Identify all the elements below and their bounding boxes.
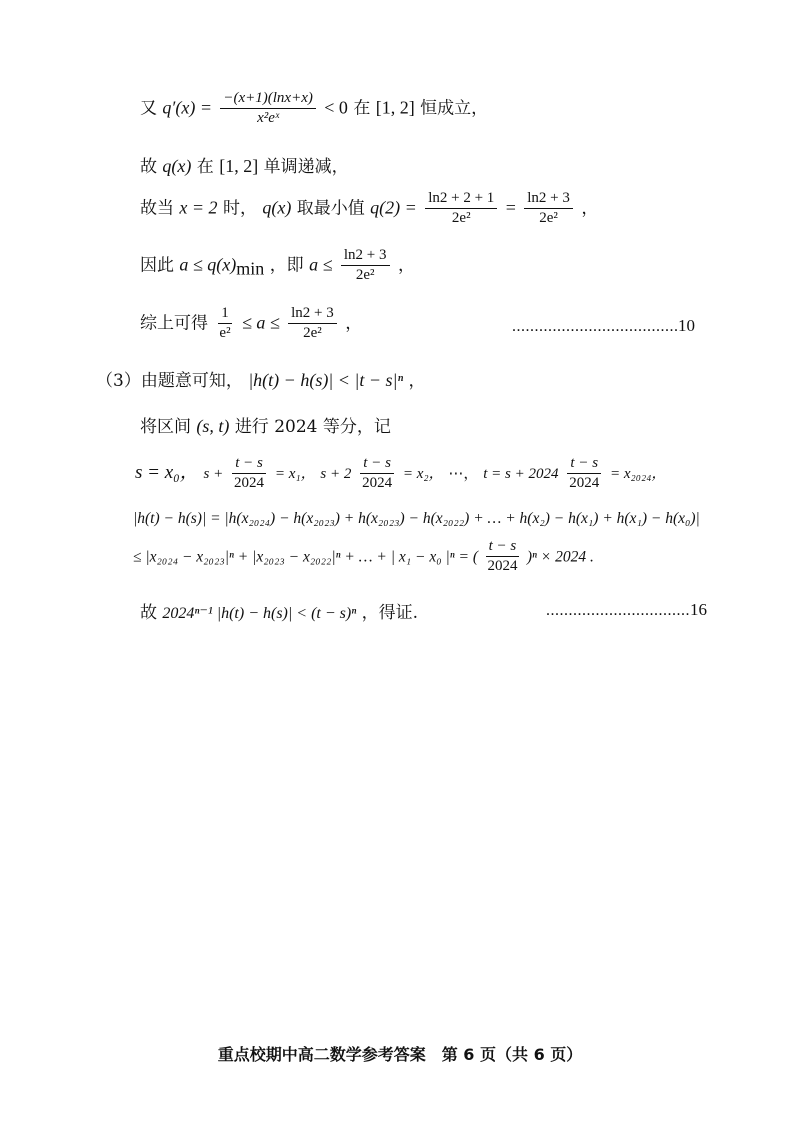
score-leader-dots: ................................ [546,602,690,619]
line-q-derivative [140,90,488,128]
text: 在 [196,157,214,177]
math: s + [203,465,224,482]
math-x0: s = x₀， [135,461,199,483]
math-result: 2024ⁿ⁻¹ |h(t) − h(s)| < (t − s)ⁿ [162,605,357,622]
text: 时， [222,198,257,219]
line-part3-given [96,366,426,391]
comparison: < 0 [324,97,348,118]
score-leader-dots: ..................................... [512,318,679,335]
fraction [524,190,573,228]
line-proved [140,598,418,623]
line-minimum [140,190,598,228]
numerator: 1 [218,305,232,324]
denominator: x²eˣ [257,110,280,127]
text: 故 [140,157,157,177]
math: )ⁿ × 2024 . [526,548,594,566]
math-telescoping-sum: |h(t) − h(s)| = |h(x₂₀₂₄) − h(x₂₀₂₃) + h(x₂₀₂₃) − h(x₂₀₂₂) + … + h(x₂) − h(x₁) + h(x₁) − h(x₀)| [133,510,700,527]
math-x1: = x₁， [274,465,316,482]
score-10: 10 [678,316,695,335]
line-bound [133,538,594,576]
line-telescoping [133,508,700,528]
denominator: 2e² [355,267,375,284]
equals: = [505,197,516,218]
fraction [288,305,337,343]
math-x2024: = x₂₀₂₄， [610,465,667,482]
line-therefore [140,247,415,285]
numerator: ln2 + 2 + 1 [425,190,497,209]
text: 恒成立， [420,98,489,119]
text: 故 [140,603,157,623]
text: 进行 2024 等分，记 [234,417,391,437]
math-q: q(x) [162,156,192,176]
denominator: 2024 [362,475,393,492]
numerator: t − s [360,455,394,474]
fraction [484,538,520,576]
text: ， [581,198,599,219]
text: 又 [140,98,157,119]
line-partition [140,412,391,437]
denominator: e² [219,325,231,342]
interval: [1, 2] [375,97,415,118]
ellipsis: ⋯， [448,465,479,482]
math-range: ≤ a ≤ [241,312,280,333]
text: 取最小值 [296,198,365,219]
text: 综上可得 [140,313,208,334]
fraction [566,455,602,493]
denominator: 2e² [303,325,322,342]
numerator: ln2 + 3 [524,190,573,209]
math-q: q(x) [262,197,292,218]
text: ，得证. [361,603,419,623]
fraction [231,455,267,493]
interval: [1, 2] [219,156,259,176]
fraction [341,247,390,285]
math-x: x = 2 [179,197,218,218]
fraction [359,455,395,493]
text: 将区间 [140,417,191,437]
page-footer: 重点校期中高二数学参考答案 第 6 页（共 6 页） [217,1045,583,1064]
numerator: ln2 + 3 [341,247,390,266]
line-monotone [140,152,349,177]
denominator: 2e² [539,210,558,227]
score-16: 16 [690,600,707,619]
denominator: 2e² [451,210,471,227]
line-conclusion [140,305,362,343]
math: s + 2 [320,465,352,482]
math: ≤ |x₂₀₂₄ − x₂₀₂₃|ⁿ + |x₂₀₂₃ − x₂₀₂₂|ⁿ + … + | x₁ − x₀ |ⁿ = ( [133,548,479,566]
math-inequality: a ≤ q(x) [179,254,237,275]
text: （3）由题意可知， [96,371,243,391]
fraction [425,190,497,228]
numerator: t − s [567,455,601,474]
text: ， [408,371,426,391]
text: ， [345,313,363,334]
numerator: t − s [232,455,266,474]
text: ，即 [269,255,304,276]
text: 单调递减， [263,157,349,177]
subscript-min: min [236,258,265,279]
text: ， [397,255,415,276]
text: 在 [353,98,371,119]
fraction [220,90,316,128]
math-lipschitz: |h(t) − h(s)| < |t − s|ⁿ [248,370,404,390]
fraction [216,305,233,343]
denominator: 2024 [234,475,265,492]
numerator: −(x+1)(lnx+x) [220,90,316,109]
numerator: t − s [486,538,520,557]
text: 故当 [140,198,174,219]
math-a: a ≤ [309,254,333,275]
numerator: ln2 + 3 [288,305,337,324]
denominator: 2024 [569,475,600,492]
text: 因此 [140,255,174,276]
line-partition-points [135,455,666,493]
math: t = s + 2024 [483,465,559,482]
math-q-derivative: q′(x) = [162,97,212,118]
math-x2: = x₂， [402,465,444,482]
math-interval: (s, t) [196,416,230,436]
denominator: 2024 [487,558,518,575]
math-q2: q(2) = [370,197,417,218]
